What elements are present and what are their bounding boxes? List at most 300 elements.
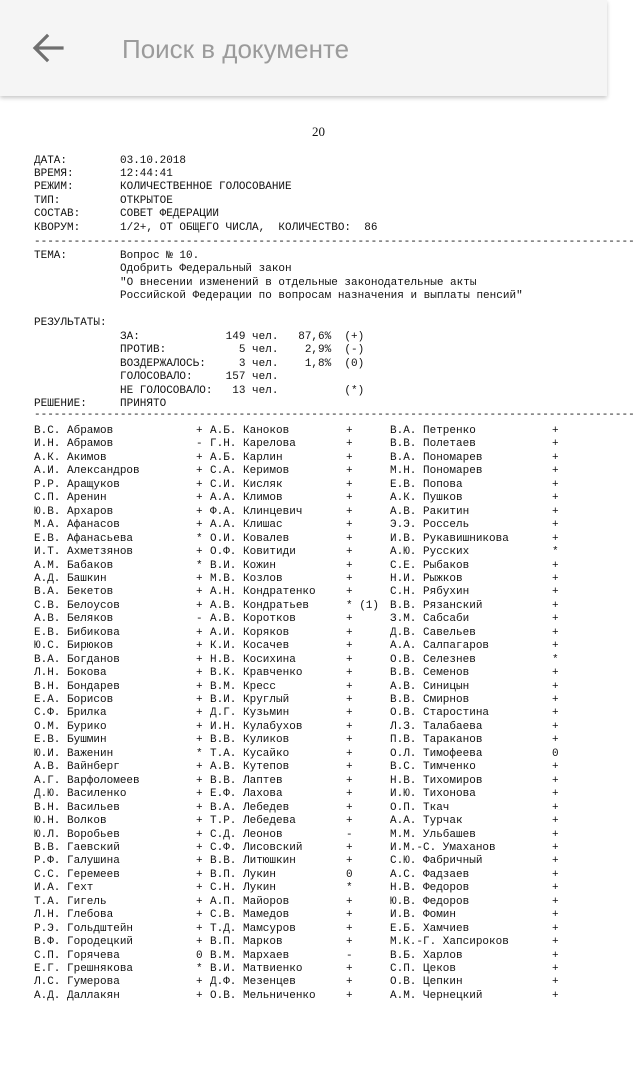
vote-row — [34, 748, 564, 762]
member-name: А.И. Коряков — [210, 626, 290, 639]
vote-mark: + — [196, 720, 203, 733]
vote-mark: + — [552, 976, 559, 989]
back-arrow-icon[interactable] — [28, 28, 68, 68]
member-name: В.Ф. Городецкий — [34, 936, 134, 949]
vote-mark: * — [196, 532, 203, 545]
vote-row — [34, 519, 564, 533]
vote-mark: + — [196, 465, 203, 478]
member-name: А.Б. Карлин — [210, 451, 283, 464]
vote-mark: + — [196, 653, 203, 666]
member-name: В.В. Литюшкин — [210, 855, 296, 868]
member-name: А.Г. Варфоломеев — [34, 774, 140, 787]
member-name: В.К. Кравченко — [210, 667, 303, 680]
vote-mark: + — [346, 909, 353, 922]
vote-mark: + — [552, 720, 559, 733]
vote-row — [34, 842, 564, 856]
member-name: М.Н. Пономарев — [390, 465, 483, 478]
member-name: Н.В. Тихомиров — [390, 774, 483, 787]
vote-row — [34, 506, 564, 520]
member-name: Л.З. Талабаева — [390, 720, 483, 733]
vote-row — [34, 963, 564, 977]
vote-row — [34, 721, 564, 735]
member-name: Е.В. Бибикова — [34, 626, 120, 639]
vote-row — [34, 533, 564, 547]
member-name: А.В. Коротков — [210, 613, 296, 626]
member-name: Т.А. Гигель — [34, 895, 107, 908]
member-name: С.П. Цеков — [390, 963, 457, 975]
vote-mark: - — [346, 828, 353, 841]
member-name: О.Ф. Ковитиди — [210, 546, 296, 559]
vote-mark: + — [552, 559, 559, 572]
member-name: А.И. Александров — [34, 465, 140, 478]
member-name: А.К. Акимов — [34, 451, 107, 464]
vote-mark: + — [346, 734, 353, 747]
vote-mark: + — [346, 788, 353, 801]
member-name: А.Ю. Русских — [390, 546, 470, 559]
member-name: М.А. Афанасов — [34, 519, 120, 532]
vote-row — [34, 896, 564, 910]
member-name: В.В. Семенов — [390, 667, 470, 680]
vote-mark: + — [196, 841, 203, 854]
vote-mark: + — [552, 788, 559, 801]
vote-mark: + — [346, 936, 353, 949]
vote-mark: + — [552, 761, 559, 774]
vote-mark: + — [196, 855, 203, 868]
member-name: С.А. Керимов — [210, 465, 290, 478]
member-name: А.В. Синицын — [390, 680, 470, 693]
vote-row — [34, 936, 564, 950]
vote-row — [34, 950, 564, 964]
vote-mark: 0 — [346, 868, 353, 881]
member-name: В.А. Бекетов — [34, 586, 114, 599]
member-name: О.М. Бурико — [34, 720, 107, 733]
vote-mark: + — [552, 425, 559, 437]
vote-mark: - — [346, 949, 353, 962]
member-name: Л.Н. Глебова — [34, 909, 114, 922]
vote-mark: + — [552, 694, 559, 706]
vote-mark: + — [346, 815, 353, 828]
vote-mark: * — [196, 559, 203, 572]
member-name: В.М. Кресс — [210, 680, 277, 693]
member-name: И.Т. Ахметзянов — [34, 546, 134, 559]
header-value: 1/2+, ОТ ОБЩЕГО ЧИСЛА, КОЛИЧЕСТВО: 86 — [120, 222, 378, 234]
vote-mark: + — [196, 626, 203, 639]
vote-row — [34, 573, 564, 587]
member-name: В.В. Смирнов — [390, 694, 470, 706]
member-name: В.С. Абрамов — [34, 425, 114, 437]
member-name: Ю.Н. Волков — [34, 815, 107, 828]
member-name: Ю.В. Федоров — [390, 895, 470, 908]
decision-label: РЕШЕНИЕ: — [34, 398, 87, 410]
member-name: О.В. Мельниченко — [210, 989, 316, 1002]
vote-mark: + — [346, 841, 353, 854]
member-name: А.Д. Башкин — [34, 572, 107, 585]
vote-row — [34, 465, 564, 479]
vote-mark: + — [346, 989, 353, 1002]
member-name: С.Д. Леонов — [210, 828, 283, 841]
vote-mark: + — [552, 828, 559, 841]
member-name: А.А. Климов — [210, 492, 283, 505]
header-value: 03.10.2018 — [120, 155, 187, 167]
member-name: В.В. Лаптев — [210, 774, 283, 787]
vote-mark: + — [346, 680, 353, 693]
vote-mark: + — [346, 976, 353, 989]
results-line: НЕ ГОЛОСОВАЛО: 13 чел. (*) — [120, 385, 365, 397]
member-name: А.Н. Кондратенко — [210, 586, 316, 599]
vote-mark: + — [346, 707, 353, 720]
vote-mark: * — [196, 963, 203, 975]
vote-row — [34, 761, 564, 775]
vote-mark: + — [346, 653, 353, 666]
vote-row — [34, 613, 564, 627]
header-label: ВРЕМЯ: — [34, 168, 74, 180]
vote-mark: + — [196, 640, 203, 653]
member-name: В.П. Лукин — [210, 868, 277, 881]
member-name: Т.А. Кусайко — [210, 747, 290, 760]
vote-mark: + — [196, 680, 203, 693]
member-name: В.А. Пономарев — [390, 451, 483, 464]
member-name: В.С. Тимченко — [390, 761, 476, 774]
member-name: А.В. Кутепов — [210, 761, 290, 774]
member-name: Ю.И. Важенин — [34, 747, 114, 760]
member-name: С.Ю. Фабричный — [390, 855, 483, 868]
vote-mark: + — [552, 855, 559, 868]
member-name: З.М. Сабсаби — [390, 613, 470, 626]
member-name: В.Н. Васильев — [34, 801, 120, 814]
vote-row — [34, 734, 564, 748]
vote-mark: + — [552, 613, 559, 626]
vote-mark: 0 — [196, 949, 203, 962]
member-name: В.А. Богданов — [34, 653, 120, 666]
vote-mark: + — [196, 734, 203, 747]
member-name: Ю.В. Архаров — [34, 505, 114, 518]
member-name: Л.С. Гумерова — [34, 976, 120, 989]
vote-mark: + — [552, 909, 559, 922]
vote-mark: + — [346, 963, 353, 975]
vote-row — [34, 802, 564, 816]
member-name: С.Ф. Лисовский — [210, 841, 303, 854]
vote-mark: + — [346, 572, 353, 585]
vote-mark: + — [552, 532, 559, 545]
vote-mark: + — [552, 667, 559, 680]
member-name: Ю.Л. Воробьев — [34, 828, 120, 841]
vote-mark: + — [196, 774, 203, 787]
member-name: Д.Г. Кузьмин — [210, 707, 290, 720]
vote-row — [34, 869, 564, 883]
vote-mark: + — [346, 532, 353, 545]
member-name: О.В. Старостина — [390, 707, 490, 720]
vote-mark: + — [196, 694, 203, 706]
member-name: И.М.-С. Умаханов — [390, 841, 496, 854]
vote-row — [34, 640, 564, 654]
vote-mark: + — [346, 613, 353, 626]
vote-row — [34, 923, 564, 937]
member-name: О.П. Ткач — [390, 801, 450, 814]
member-name: П.В. Тараканов — [390, 734, 483, 747]
vote-mark: + — [552, 680, 559, 693]
vote-mark: + — [196, 936, 203, 949]
vote-mark: + — [552, 963, 559, 975]
member-name: К.И. Косачев — [210, 640, 290, 653]
member-name: Е.В. Попова — [390, 478, 463, 491]
member-name: М.В. Козлов — [210, 572, 283, 585]
member-name: Н.В. Федоров — [390, 882, 470, 895]
member-name: В.А. Лебедев — [210, 801, 290, 814]
vote-row — [34, 667, 564, 681]
vote-mark: + — [346, 667, 353, 680]
vote-mark: + — [346, 747, 353, 760]
vote-mark: + — [346, 519, 353, 532]
results-line: ВОЗДЕРЖАЛОСЬ: 3 чел. 1,8% (0) — [120, 358, 365, 370]
member-name: Т.Д. Мамсуров — [210, 922, 296, 935]
vote-mark: + — [196, 882, 203, 895]
vote-mark: + — [346, 801, 353, 814]
top-app-bar — [0, 0, 607, 96]
vote-row — [34, 815, 564, 829]
results-line: ЗА: 149 чел. 87,6% (+) — [120, 331, 365, 343]
member-name: Д.В. Савельев — [390, 626, 476, 639]
vote-mark: + — [346, 451, 353, 464]
header-label: ДАТА: — [34, 155, 68, 167]
search-input[interactable] — [122, 30, 582, 68]
vote-mark: + — [552, 572, 559, 585]
header-value: ОТКРЫТОЕ — [120, 195, 173, 207]
header-value: СОВЕТ ФЕДЕРАЦИИ — [120, 208, 220, 220]
vote-mark: + — [552, 774, 559, 787]
member-name: С.И. Кисляк — [210, 478, 283, 491]
member-name: А.М. Бабаков — [34, 559, 114, 572]
vote-row — [34, 438, 564, 452]
vote-mark: + — [196, 895, 203, 908]
vote-mark: + — [196, 815, 203, 828]
vote-row — [34, 452, 564, 466]
member-name: С.Е. Рыбаков — [390, 559, 470, 572]
member-name: Е.Ф. Лахова — [210, 788, 283, 801]
vote-mark: + — [196, 976, 203, 989]
vote-row — [34, 855, 564, 869]
member-name: В.И. Круглый — [210, 694, 290, 706]
vote-row — [34, 909, 564, 923]
results-line: ГОЛОСОВАЛО: 157 чел. — [120, 371, 279, 383]
member-name: А.М. Чернецкий — [390, 989, 483, 1002]
member-name: А.А. Турчак — [390, 815, 463, 828]
header-label: РЕЖИМ: — [34, 181, 74, 193]
member-name: В.Б. Харлов — [390, 949, 463, 962]
vote-mark: + — [552, 599, 559, 612]
vote-mark: * — [552, 546, 559, 559]
member-name: Н.В. Косихина — [210, 653, 296, 666]
vote-mark: + — [196, 425, 203, 437]
member-name: Е.А. Борисов — [34, 694, 114, 706]
member-name: Е.В. Бушмин — [34, 734, 107, 747]
member-name: В.П. Марков — [210, 936, 283, 949]
vote-row — [34, 560, 564, 574]
header-value: 12:44:41 — [120, 168, 173, 180]
topic-label: ТЕМА: — [34, 250, 68, 262]
vote-mark: + — [552, 868, 559, 881]
vote-mark: + — [196, 572, 203, 585]
member-name: С.Ф. Брилка — [34, 707, 107, 720]
vote-mark: * (1) — [346, 599, 380, 612]
member-name: Е.Г. Грешнякова — [34, 963, 134, 975]
member-name: В.В. Куликов — [210, 734, 290, 747]
member-name: Ф.А. Клинцевич — [210, 505, 303, 518]
vote-mark: + — [552, 451, 559, 464]
member-name: С.П. Горячева — [34, 949, 120, 962]
member-name: Д.Ю. Василенко — [34, 788, 127, 801]
vote-mark: + — [552, 505, 559, 518]
member-name: В.Н. Бондарев — [34, 680, 120, 693]
member-name: Э.Э. Россель — [390, 519, 470, 532]
vote-mark: + — [552, 895, 559, 908]
vote-row — [34, 479, 564, 493]
vote-row — [34, 654, 564, 668]
vote-mark: + — [346, 465, 353, 478]
header-label: СОСТАВ: — [34, 208, 81, 220]
member-name: Е.В. Афанасьева — [34, 532, 134, 545]
member-name: А.С. Фадзаев — [390, 868, 470, 881]
decision-value: ПРИНЯТО — [120, 398, 167, 410]
vote-row — [34, 492, 564, 506]
divider-rule: ------------------------------------------------------------------------------------------- — [34, 236, 635, 248]
member-name: В.И. Кожин — [210, 559, 277, 572]
vote-mark: + — [552, 734, 559, 747]
member-name: М.К.-Г. Хапсироков — [390, 936, 509, 949]
vote-mark: + — [346, 438, 353, 451]
vote-row — [34, 586, 564, 600]
vote-mark: + — [552, 519, 559, 532]
results-label: РЕЗУЛЬТАТЫ: — [34, 317, 107, 329]
vote-mark: + — [552, 949, 559, 962]
member-name: И.Ю. Тихонова — [390, 788, 476, 801]
member-name: Т.Р. Лебедева — [210, 815, 296, 828]
member-name: И.Н. Кулабухов — [210, 720, 303, 733]
vote-mark: + — [346, 425, 353, 437]
member-name: Е.Б. Хамчиев — [390, 922, 470, 935]
results-line: ПРОТИВ: 5 чел. 2,9% (-) — [120, 344, 365, 356]
member-name: С.В. Белоусов — [34, 599, 120, 612]
member-name: А.К. Пушков — [390, 492, 463, 505]
divider-rule: ------------------------------------------------------------------------------------------- — [34, 409, 635, 421]
document-page — [0, 96, 635, 1080]
member-name: А.В. Кондратьев — [210, 599, 310, 612]
vote-mark: + — [346, 586, 353, 599]
header-label: ТИП: — [34, 195, 61, 207]
vote-mark: + — [552, 438, 559, 451]
member-name: А.В. Ракитин — [390, 505, 470, 518]
member-name: А.П. Майоров — [210, 895, 290, 908]
member-name: В.М. Мархаев — [210, 949, 290, 962]
vote-mark: + — [346, 922, 353, 935]
vote-mark: 0 — [552, 747, 559, 760]
member-name: Р.Ф. Галушина — [34, 855, 120, 868]
vote-mark: + — [552, 989, 559, 1002]
vote-mark: + — [196, 707, 203, 720]
page-number: 20 — [312, 124, 325, 139]
member-name: А.А. Клишас — [210, 519, 283, 532]
member-name: В.В. Рязанский — [390, 599, 483, 612]
vote-mark: + — [196, 788, 203, 801]
topic-line: Одобрить Федеральный закон — [120, 263, 292, 275]
vote-mark: + — [196, 801, 203, 814]
vote-row — [34, 882, 564, 896]
vote-mark: + — [346, 694, 353, 706]
vote-mark: + — [346, 492, 353, 505]
vote-mark: + — [346, 720, 353, 733]
vote-mark: + — [196, 989, 203, 1002]
vote-row — [34, 976, 564, 990]
vote-row — [34, 546, 564, 560]
vote-mark: * — [346, 882, 353, 895]
vote-mark: - — [196, 438, 203, 451]
vote-mark: * — [196, 747, 203, 760]
member-name: И.В. Фомин — [390, 909, 457, 922]
member-name: О.В. Цепкин — [390, 976, 463, 989]
vote-mark: + — [346, 546, 353, 559]
member-name: М.М. Ульбашев — [390, 828, 476, 841]
vote-mark: + — [552, 465, 559, 478]
vote-mark: + — [552, 801, 559, 814]
vote-mark: + — [196, 546, 203, 559]
member-name: Р.Э. Гольдштейн — [34, 922, 134, 935]
member-name: А.А. Салпагаров — [390, 640, 490, 653]
vote-mark: + — [196, 761, 203, 774]
vote-mark: + — [196, 828, 203, 841]
member-name: В.И. Матвиенко — [210, 963, 303, 975]
vote-mark: + — [552, 936, 559, 949]
vote-row — [34, 775, 564, 789]
vote-mark: + — [552, 922, 559, 935]
vote-mark: + — [346, 895, 353, 908]
topic-line: "О внесении изменений в отдельные законодательные акты — [120, 277, 477, 289]
vote-mark: + — [552, 478, 559, 491]
vote-row — [34, 600, 564, 614]
vote-mark: + — [346, 640, 353, 653]
vote-row — [34, 707, 564, 721]
vote-row — [34, 990, 564, 1004]
vote-row — [34, 694, 564, 708]
member-name: В.А. Петренко — [390, 425, 476, 437]
vote-mark: + — [552, 492, 559, 505]
member-name: О.Л. Тимофеева — [390, 747, 483, 760]
member-name: Н.И. Рыжков — [390, 572, 463, 585]
member-name: С.Н. Рябухин — [390, 586, 470, 599]
topic-line: Российской Федерации по вопросам назначения и выплаты пенсий" — [120, 290, 523, 302]
member-name: А.Б. Каноков — [210, 425, 290, 437]
vote-mark: + — [196, 909, 203, 922]
vote-mark: + — [552, 586, 559, 599]
member-name: Л.Н. Бокова — [34, 667, 107, 680]
member-name: С.Н. Лукин — [210, 882, 277, 895]
vote-mark: + — [196, 868, 203, 881]
vote-row — [34, 425, 564, 439]
member-name: И.В. Рукавишникова — [390, 532, 509, 545]
member-name: А.В. Беляков — [34, 613, 114, 626]
vote-mark: + — [196, 667, 203, 680]
vote-row — [34, 627, 564, 641]
vote-mark: + — [346, 774, 353, 787]
vote-mark: + — [196, 922, 203, 935]
member-name: Р.Р. Аращуков — [34, 478, 120, 491]
vote-mark: + — [196, 519, 203, 532]
vote-mark: + — [196, 505, 203, 518]
vote-mark: + — [552, 882, 559, 895]
vote-mark: + — [346, 626, 353, 639]
vote-row — [34, 829, 564, 843]
vote-mark: + — [346, 505, 353, 518]
vote-mark: + — [196, 478, 203, 491]
header-label: КВОРУМ: — [34, 222, 81, 234]
